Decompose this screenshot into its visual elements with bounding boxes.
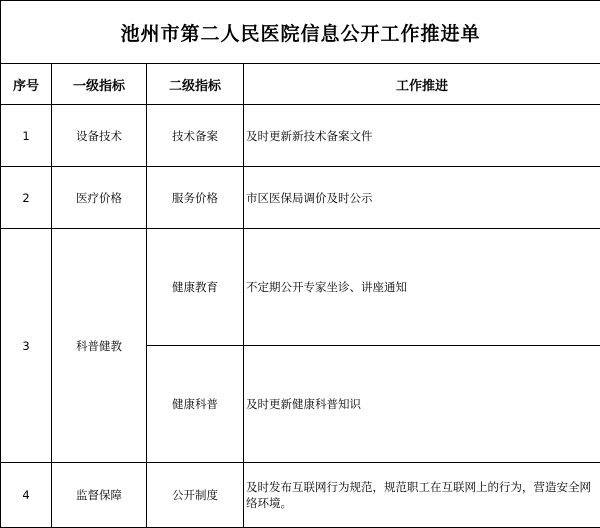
row-progress: 市区医保局调价及时公示 (244, 167, 600, 229)
row-level1: 医疗价格 (52, 167, 147, 229)
table-row (1, 463, 600, 528)
row-level1: 科普健教 (52, 229, 147, 463)
row-level2: 服务价格 (147, 167, 244, 229)
table-title: 池州市第二人民医院信息公开工作推进单 (1, 1, 600, 64)
row-progress: 及时更新新技术备案文件 (244, 105, 600, 167)
row-index: 2 (1, 167, 52, 229)
row-level1: 监督保障 (52, 463, 147, 528)
header-row (1, 64, 600, 105)
header-progress: 工作推进 (244, 64, 600, 105)
row-progress: 及时发布互联网行为规范，规范职工在互联网上的行为，营造安全网络环境。 (244, 463, 600, 528)
header-level1: 一级指标 (52, 64, 147, 105)
table-row (1, 105, 600, 167)
row-index: 1 (1, 105, 52, 167)
header-level2: 二级指标 (147, 64, 244, 105)
row-index: 4 (1, 463, 52, 528)
table-row (1, 229, 600, 346)
header-index: 序号 (1, 64, 52, 105)
row-level1: 设备技术 (52, 105, 147, 167)
row-level2: 健康科普 (147, 346, 244, 463)
row-progress: 不定期公开专家坐诊、讲座通知 (244, 229, 600, 346)
row-level2: 健康教育 (147, 229, 244, 346)
row-level2: 公开制度 (147, 463, 244, 528)
row-progress: 及时更新健康科普知识 (244, 346, 600, 463)
row-level2: 技术备案 (147, 105, 244, 167)
table-row (1, 167, 600, 229)
row-index: 3 (1, 229, 52, 463)
